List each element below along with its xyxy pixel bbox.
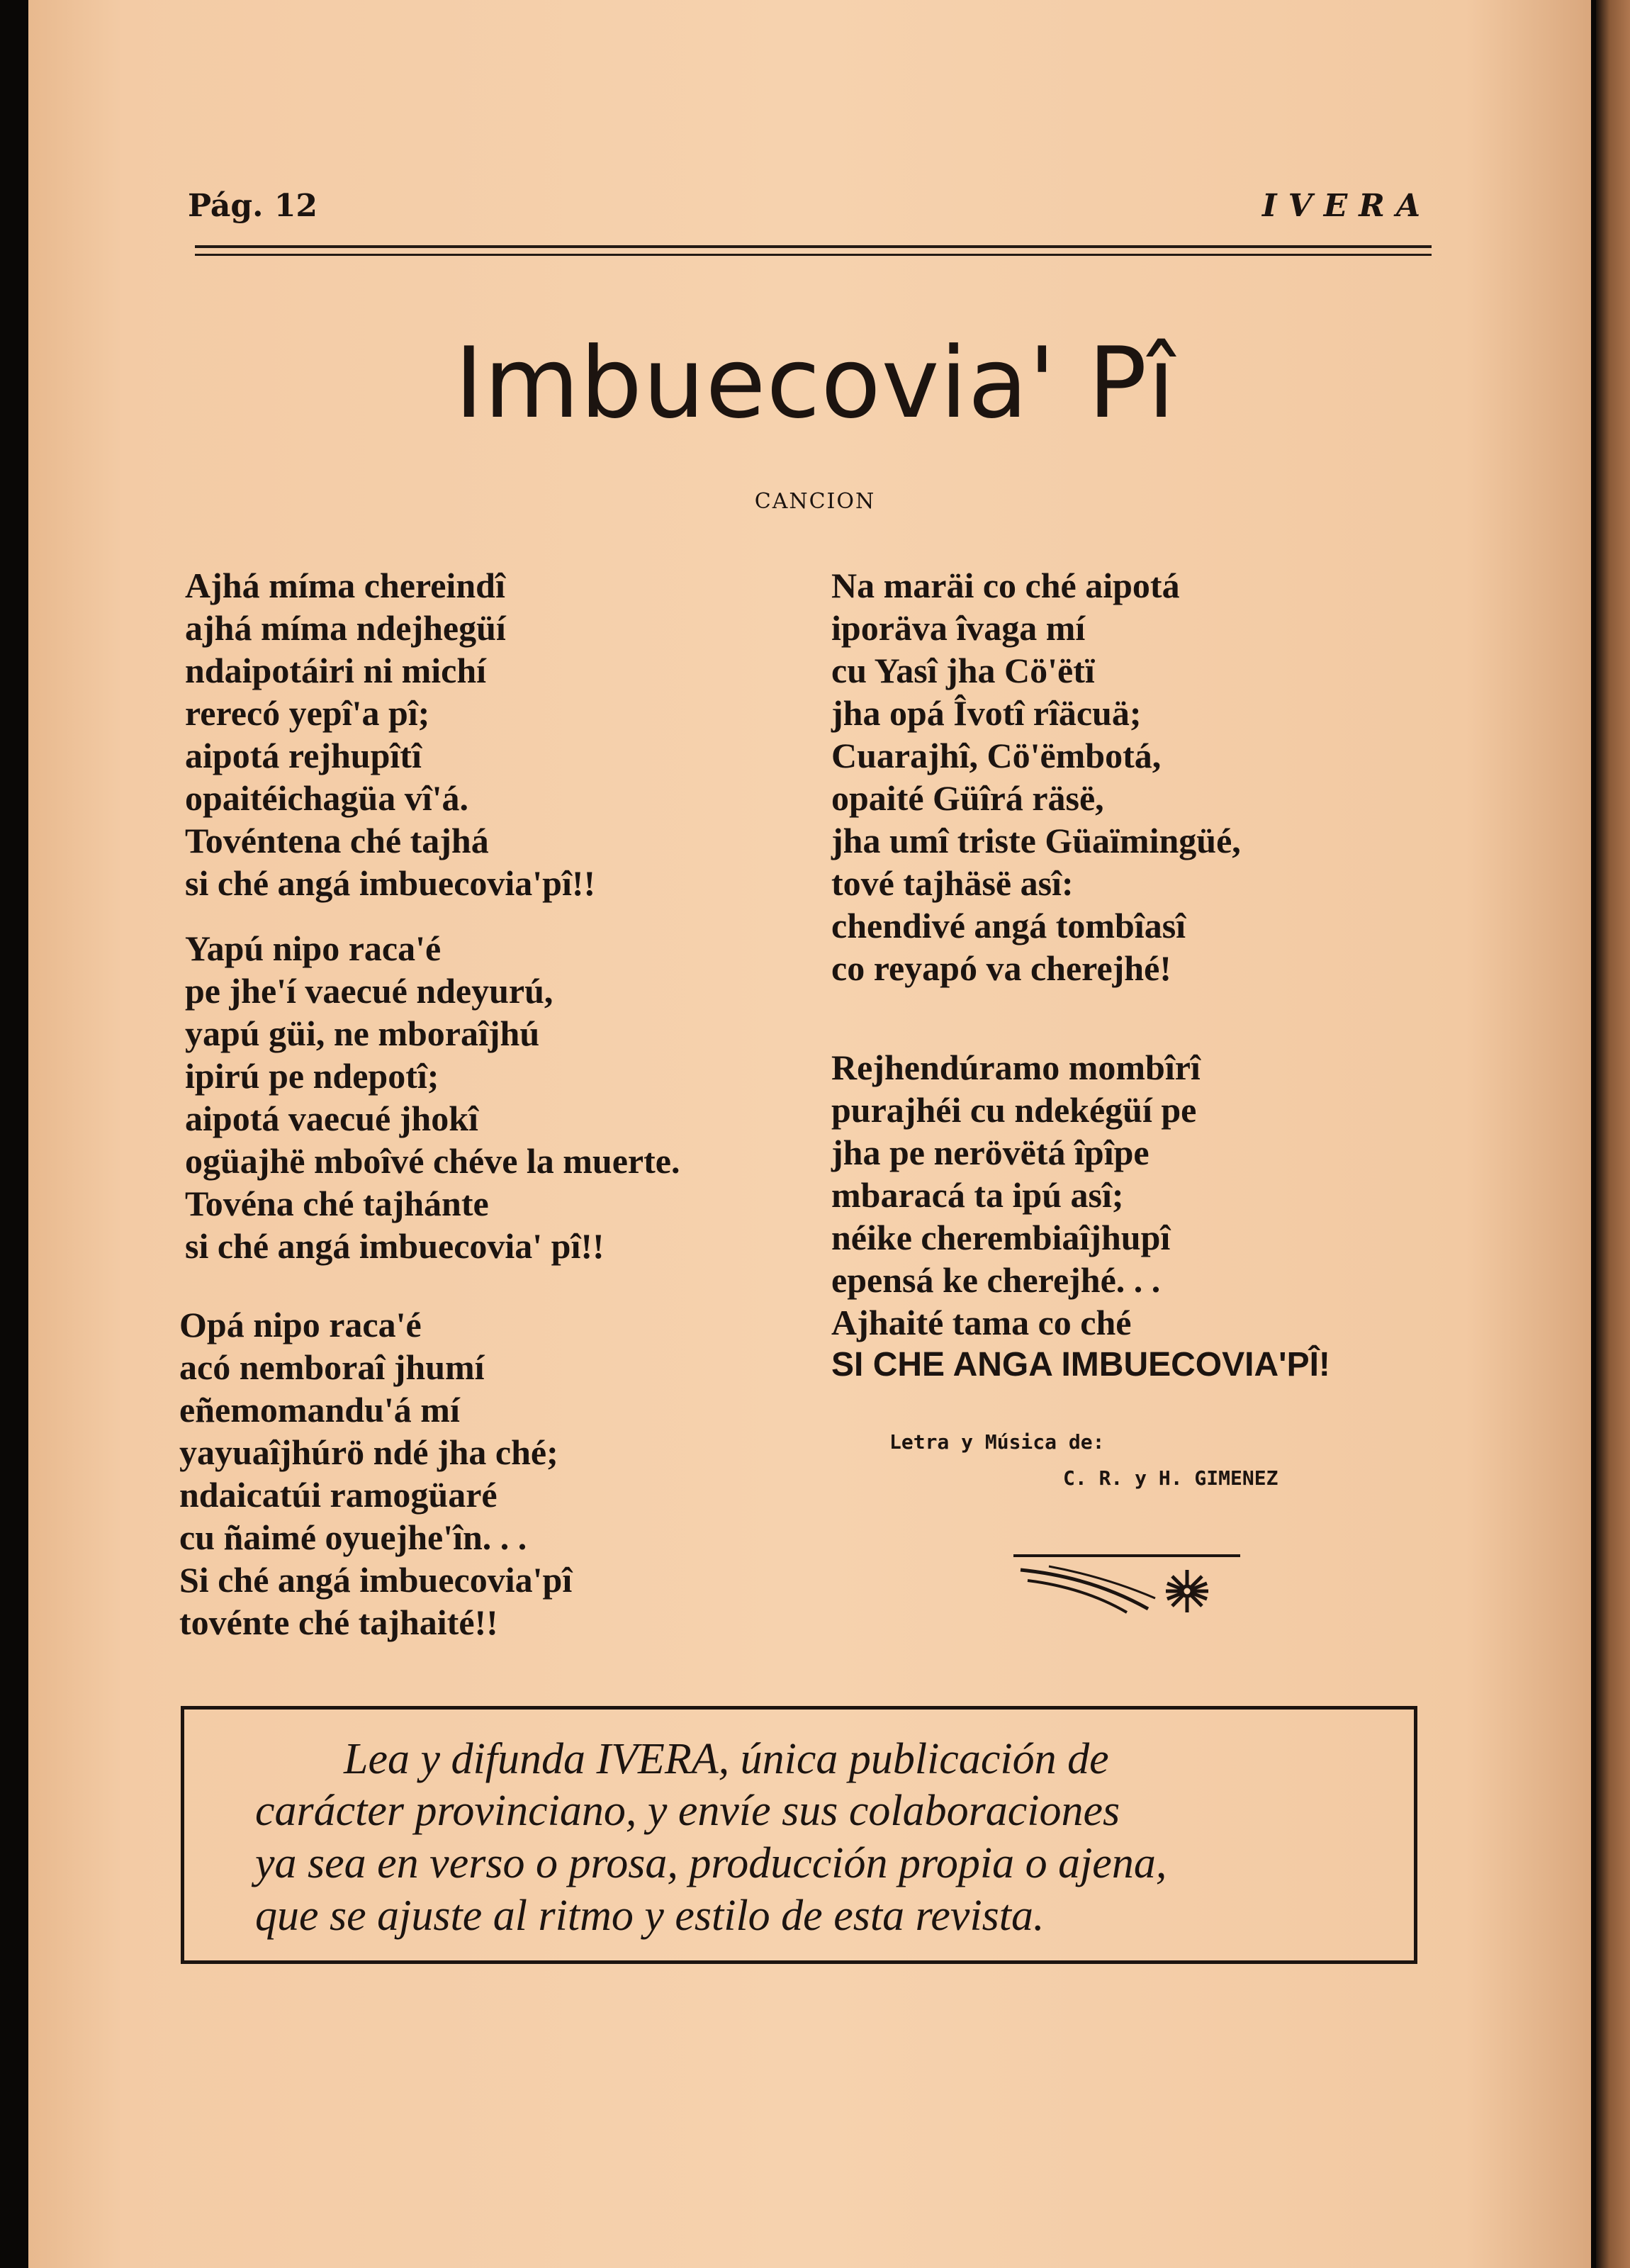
- song-title: Imbuecovia' Pî: [454, 326, 1176, 440]
- verse-line: mbaracá ta ipú asî;: [831, 1175, 1124, 1215]
- notice-box: [181, 1706, 1417, 1964]
- song-subtitle: CANCION: [754, 489, 876, 514]
- verse-line: opaité Güîrá räsë,: [831, 778, 1104, 818]
- verse-line: cu ñaimé oyuejhe'în. . .: [179, 1517, 527, 1557]
- verse-line: si ché angá imbuecovia'pî!!: [185, 863, 596, 903]
- verse-line: eñemomandu'á mí: [179, 1390, 460, 1430]
- verse-line: Ajhá míma chereindî: [185, 566, 505, 605]
- verse-line: ipirú pe ndepotî;: [185, 1056, 439, 1096]
- verse-line: yapú güi, ne mboraîjhú: [185, 1014, 540, 1053]
- verse-line: purajhéi cu ndekégüí pe: [831, 1090, 1197, 1130]
- verse-line: ogüajhë mboîvé chéve la muerte.: [185, 1141, 680, 1181]
- verse-line: ajhá míma ndejhegüí: [185, 608, 506, 648]
- verse-line: tovénte ché tajhaité!!: [179, 1602, 498, 1642]
- verse-line: aipotá rejhupîtî: [185, 736, 422, 775]
- header-rule: [195, 254, 1432, 256]
- verse-line: iporäva îvaga mí: [831, 608, 1086, 648]
- verse-line: co reyapó va cherejhé!: [831, 948, 1171, 988]
- verse-line: Opá nipo raca'é: [179, 1305, 422, 1344]
- verse-line: Na maräi co ché aipotá: [831, 566, 1180, 605]
- verse-line: yayuaîjhúrö ndé jha ché;: [179, 1432, 558, 1472]
- magazine-name: IVERA: [1262, 188, 1432, 224]
- verse-line: aipotá vaecué jhokî: [185, 1099, 478, 1138]
- verse-line: SI CHE ANGA IMBUECOVIA'PÎ!: [831, 1346, 1330, 1383]
- verse-line: epensá ke cherejhé. . .: [831, 1260, 1161, 1300]
- verse-line: cu Yasî jha Cö'ëtï: [831, 651, 1095, 690]
- left-stanza-1: [185, 564, 595, 904]
- verse-line: si ché angá imbuecovia' pî!!: [185, 1226, 605, 1266]
- verse-line: jha umî triste Güaïmingüé,: [831, 821, 1241, 860]
- right-stanza-1: [831, 564, 1241, 989]
- left-stanza-3: [179, 1303, 572, 1644]
- verse-line: Tovéntena ché tajhá: [185, 821, 489, 860]
- verse-line: chendivé angá tombîasî: [831, 906, 1186, 945]
- verse-line: Rejhendúramo mombîrî: [831, 1048, 1201, 1087]
- verse-line: tové tajhäsë asî:: [831, 863, 1074, 903]
- verse-line: ndaicatúi ramogüaré: [179, 1475, 498, 1515]
- verse-line: Tovéna ché tajhánte: [185, 1184, 489, 1223]
- right-stanza-2: [831, 1046, 1330, 1386]
- verse-line: jha opá Îvotî rîäcuä;: [831, 693, 1142, 733]
- verse-line: pe jhe'í vaecué ndeyurú,: [185, 971, 553, 1011]
- verse-line: Yapú nipo raca'é: [185, 928, 442, 968]
- credits-authors: C. R. y H. GIMENEZ: [1063, 1466, 1278, 1490]
- verse-line: acó nemboraî jhumí: [179, 1347, 485, 1387]
- verse-line: ndaipotáiri ni michí: [185, 651, 487, 690]
- notice-line: carácter provinciano, y envíe sus colaboraciones: [255, 1787, 1120, 1835]
- notice-line: Lea y difunda IVERA, única publicación de: [344, 1735, 1109, 1783]
- floral-ornament-icon: [1006, 1549, 1247, 1623]
- notice-line: que se ajuste al ritmo y estilo de esta revista.: [255, 1892, 1045, 1940]
- verse-line: opaitéichagüa vî'á.: [185, 778, 469, 818]
- verse-line: jha pe nerövëtá îpîpe: [831, 1133, 1150, 1172]
- verse-line: rerecó yepî'a pî;: [185, 693, 430, 733]
- verse-line: Ajhaité tama co ché: [831, 1303, 1132, 1342]
- verse-line: Si ché angá imbuecovia'pî: [179, 1560, 573, 1600]
- header-rule: [195, 245, 1432, 248]
- notice-line: ya sea en verso o prosa, producción propia o ajena,: [255, 1839, 1167, 1887]
- left-stanza-2: [185, 927, 680, 1267]
- credits-label: Letra y Música de:: [889, 1430, 1105, 1454]
- verse-line: Cuarajhî, Cö'ëmbotá,: [831, 736, 1162, 775]
- page-number: Pág. 12: [188, 188, 318, 224]
- verse-line: néike cherembiaîjhupî: [831, 1218, 1171, 1257]
